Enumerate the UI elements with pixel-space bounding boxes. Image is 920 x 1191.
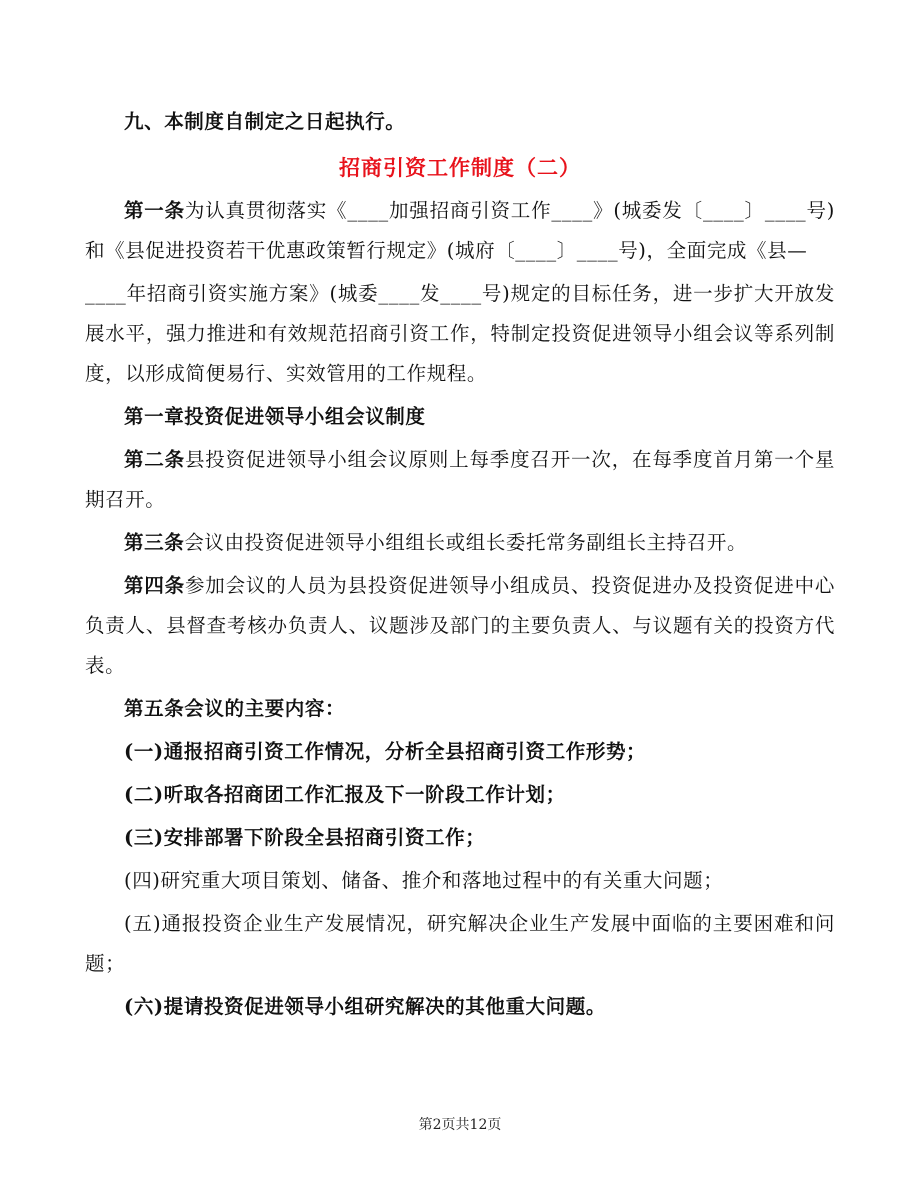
- page-number: 第2页共12页: [418, 1117, 502, 1133]
- article-1: [85, 191, 835, 271]
- list-item: (三)安排部署下阶段全县招商引资工作；: [124, 826, 486, 849]
- article-5: 第五条会议的主要内容：: [124, 697, 346, 720]
- article-2-text: 县投资促进领导小组会议原则上每季度召开一次，在每季度首月第一个星期召开。: [85, 448, 835, 511]
- article-3-text: 会议由投资促进领导小组组长或组长委托常务副组长主持召开。: [184, 531, 748, 554]
- chapter-1-heading: 第一章投资促进领导小组会议制度: [124, 405, 426, 428]
- article-4-text: 参加会议的人员为县投资促进领导小组成员、投资促进办及投资促进中心负责人、县督查考核办负责人、议题涉及部门的主要负责人、与议题有关的投资方代表。: [85, 574, 835, 677]
- list-item: (一)通报招商引资工作情况，分析全县招商引资工作形势；: [124, 740, 647, 763]
- article-1-heading: 第一条: [124, 199, 185, 222]
- article-1-continuation: ____年招商引资实施方案》(城委____发____号)规定的目标任务，进一步扩大开放发展水平，强力推进和有效规范招商引资工作，特制定投资促进领导小组会议等系列制度，以形成简便易行、实效管用的工作规程。: [85, 282, 835, 385]
- list-item: (五)通报投资企业生产发展情况，研究解决企业生产发展中面临的主要困难和问题；: [85, 912, 835, 975]
- article-4-heading: 第四条: [124, 574, 185, 597]
- article-2-heading: 第二条: [124, 448, 185, 471]
- article-1-text: 为认真贯彻落实《____加强招商引资工作____》(城委发〔____〕____号)和《县促进投资若干优惠政策暂行规定》(城府〔____〕____号)，全面完成《县—: [85, 199, 835, 262]
- document-body: [85, 102, 835, 1030]
- list-item: (二)听取各招商团工作汇报及下一阶段工作计划；: [124, 783, 566, 806]
- list-item: (四)研究重大项目策划、储备、推介和落地过程中的有关重大问题；: [124, 869, 724, 892]
- article-2: [85, 440, 835, 520]
- article-4: [85, 566, 835, 686]
- article-3: [85, 523, 835, 563]
- clause-nine: 九、本制度自制定之日起执行。: [124, 110, 406, 133]
- article-3-heading: 第三条: [124, 531, 185, 554]
- section-title: 招商引资工作制度（二）: [339, 155, 581, 180]
- list-item: (六)提请投资促进领导小组研究解决的其他重大问题。: [124, 995, 606, 1018]
